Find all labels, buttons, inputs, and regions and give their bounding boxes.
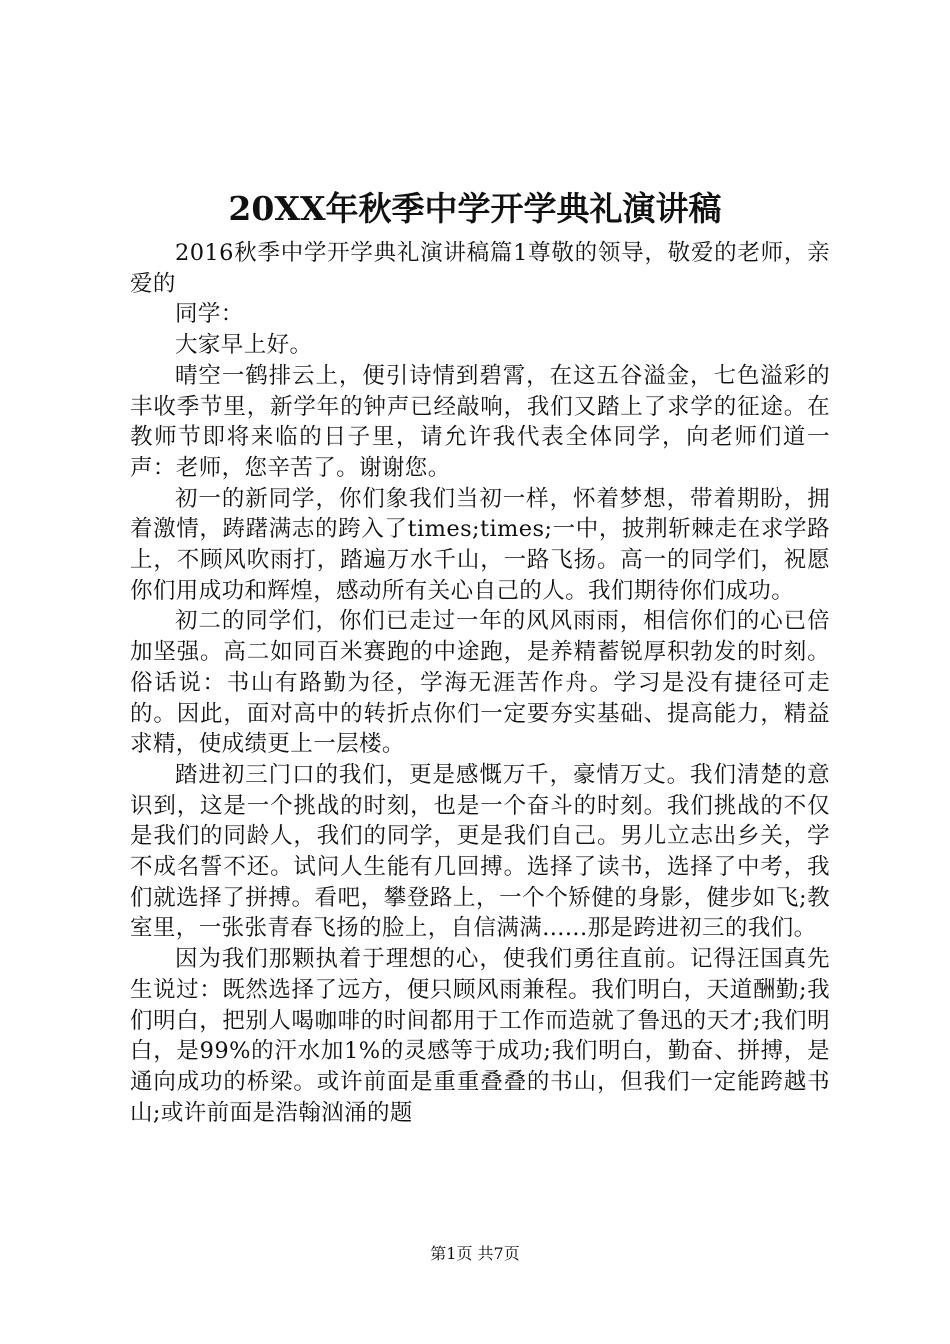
- document-title: 20XX年秋季中学开学典礼演讲稿: [228, 189, 722, 228]
- paragraph-grade-two: 初二的同学们，你们已走过一年的风风雨雨，相信你们的心已倍加坚强。高二如同百米赛跑的中途跑，是养精蓄锐厚积勃发的时刻。俗话说：书山有路勤为径，学海无涯苦作舟。学习是没有捷径可走的。因此，面对高中的转折点你们一定要夯实基础、提高能力，精益求精，使成绩更上一层楼。: [130, 608, 830, 758]
- paragraph-grade-one: 初一的新同学，你们象我们当初一样，怀着梦想，带着期盼，拥着激情，踌躇满志的跨入了times;times;一中，披荆斩棘走在求学路上，不顾风吹雨打，踏遍万水千山，一路飞扬。高一的同学们，祝愿你们用成功和辉煌，感动所有关心自己的人。我们期待你们成功。: [130, 485, 830, 604]
- paragraph-good-morning: 大家早上好。: [175, 332, 313, 359]
- document-body: [130, 238, 830, 1128]
- paragraph-teachers-day: 晴空一鹤排云上，便引诗情到碧霄，在这五谷溢金，七色溢彩的丰收季节里，新学年的钟声已经敲响，我们又踏上了求学的征途。在教师节即将来临的日子里，请允许我代表全体同学，向老师们道一声：老师，您辛苦了。谢谢您。: [130, 362, 830, 481]
- paragraph-students: 同学：: [175, 301, 244, 328]
- page-number: 第1页 共7页: [430, 1244, 520, 1263]
- paragraph-perseverance: 因为我们那颗执着于理想的心，使我们勇往直前。记得汪国真先生说过：既然选择了远方，便只顾风雨兼程。我们明白，天道酬勤;我们明白，把别人喝咖啡的时间都用于工作而造就了鲁迅的天才;我们明白，是99%的汗水加1%的灵感等于成功;我们明白，勤奋、拼搏，是通向成功的桥梁。或许前面是重重叠叠的书山，但我们一定能跨越书山;或许前面是浩翰汹涌的题: [130, 946, 830, 1126]
- paragraph-grade-three: 踏进初三门口的我们，更是感慨万千，豪情万丈。我们清楚的意识到，这是一个挑战的时刻，也是一个奋斗的时刻。我们挑战的不仅是我们的同龄人，我们的同学，更是我们自己。男儿立志出乡关，学不成名誓不还。试问人生能有几回搏。选择了读书，选择了中考，我们就选择了拼搏。看吧，攀登路上，一个个矫健的身影，健步如飞;教室里，一张张青春飞扬的脸上，自信满满......那是跨进初三的我们。: [130, 761, 830, 942]
- paragraph-greeting: 2016秋季中学开学典礼演讲稿篇1尊敬的领导，敬爱的老师，亲爱的: [130, 240, 830, 297]
